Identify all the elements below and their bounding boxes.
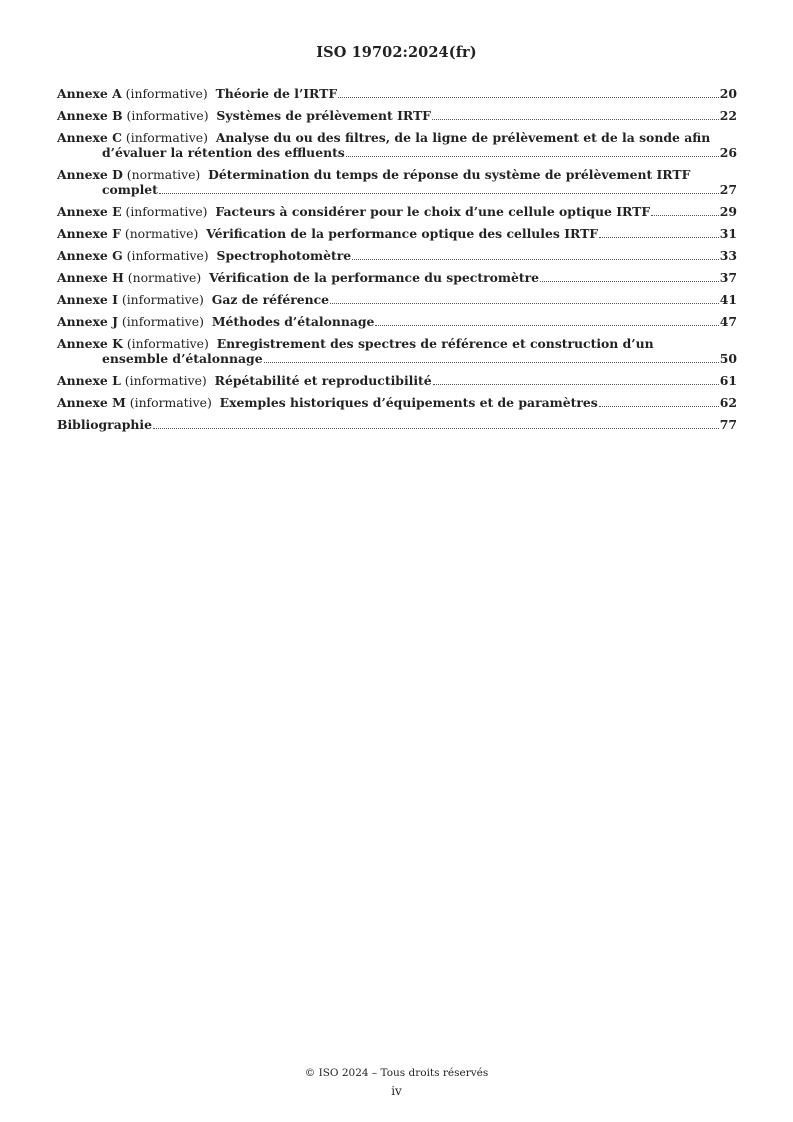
toc-entry-bibliographie[interactable] xyxy=(57,417,737,432)
toc-entry-annexe-g[interactable] xyxy=(57,248,737,263)
toc-entry-annexe-m[interactable] xyxy=(57,395,737,410)
toc-entry-page: 33 xyxy=(719,248,737,263)
toc-entry-annexe-i[interactable] xyxy=(57,292,737,307)
toc-entry-label: Annexe I xyxy=(57,292,118,307)
toc-entry-label: Annexe A xyxy=(57,86,122,101)
table-of-contents xyxy=(57,86,737,439)
toc-entry-status: (normative) xyxy=(126,167,201,182)
toc-entry-title: Analyse du ou des filtres, de la ligne de prélèvement et de la sonde afin xyxy=(215,130,711,145)
toc-entry-label: Annexe C xyxy=(57,130,122,145)
toc-entry-title-continued: complet xyxy=(102,182,158,197)
toc-entry-status: (informative) xyxy=(126,336,209,351)
dot-leader xyxy=(599,237,719,238)
toc-entry-annexe-b[interactable] xyxy=(57,108,737,123)
toc-entry-status: (normative) xyxy=(127,270,202,285)
toc-entry-status: (informative) xyxy=(121,292,204,307)
toc-entry-page: 22 xyxy=(719,108,737,123)
dot-leader xyxy=(346,156,719,157)
toc-entry-page: 27 xyxy=(719,182,737,197)
toc-entry-page: 31 xyxy=(719,226,737,241)
toc-entry-title: Spectrophotomètre xyxy=(216,248,352,263)
toc-entry-title: Méthodes d’étalonnage xyxy=(211,314,375,329)
toc-entry-title: Systèmes de prélèvement IRTF xyxy=(216,108,431,123)
toc-entry-status: (informative) xyxy=(129,395,212,410)
toc-entry-label: Annexe B xyxy=(57,108,123,123)
toc-entry-label: Annexe D xyxy=(57,167,123,182)
toc-entry-title: Exemples historiques d’équipements et de paramètres xyxy=(219,395,598,410)
toc-entry-page: 50 xyxy=(719,351,737,366)
toc-entry-annexe-k[interactable] xyxy=(57,336,737,366)
toc-entry-status: (informative) xyxy=(126,248,209,263)
toc-entry-status: (informative) xyxy=(125,204,208,219)
toc-entry-label: Annexe L xyxy=(57,373,121,388)
toc-entry-title: Théorie de l’IRTF xyxy=(215,86,338,101)
toc-entry-annexe-c[interactable] xyxy=(57,130,737,160)
toc-entry-title-continued: d’évaluer la rétention des effluents xyxy=(102,145,345,160)
toc-entry-label: Annexe F xyxy=(57,226,121,241)
toc-entry-label: Bibliographie xyxy=(57,417,153,432)
toc-entry-status: (normative) xyxy=(124,226,199,241)
dot-leader xyxy=(432,119,719,120)
toc-entry-page: 26 xyxy=(719,145,737,160)
dot-leader xyxy=(375,325,718,326)
dot-leader xyxy=(338,97,719,98)
toc-entry-annexe-j[interactable] xyxy=(57,314,737,329)
toc-entry-title: Répétabilité et reproductibilité xyxy=(214,373,432,388)
toc-entry-page: 62 xyxy=(719,395,737,410)
toc-entry-status: (informative) xyxy=(121,314,204,329)
toc-entry-status: (informative) xyxy=(125,86,208,101)
dot-leader xyxy=(264,362,719,363)
footer-page-number: iv xyxy=(391,1084,402,1098)
toc-entry-status: (informative) xyxy=(125,130,208,145)
toc-entry-title: Facteurs à considérer pour le choix d’une cellule optique IRTF xyxy=(215,204,651,219)
dot-leader xyxy=(352,259,719,260)
toc-entry-page: 20 xyxy=(719,86,737,101)
toc-entry-label: Annexe J xyxy=(57,314,118,329)
toc-entry-status: (informative) xyxy=(126,108,209,123)
dot-leader xyxy=(540,281,719,282)
dot-leader xyxy=(651,215,719,216)
toc-entry-annexe-d[interactable] xyxy=(57,167,737,197)
toc-entry-title: Enregistrement des spectres de référence et construction d’un xyxy=(216,336,654,351)
toc-entry-annexe-a[interactable] xyxy=(57,86,737,101)
dot-leader xyxy=(433,384,719,385)
dot-leader xyxy=(159,193,719,194)
toc-entry-page: 37 xyxy=(719,270,737,285)
toc-entry-label: Annexe M xyxy=(57,395,126,410)
dot-leader xyxy=(330,303,719,304)
toc-entry-annexe-f[interactable] xyxy=(57,226,737,241)
toc-entry-label: Annexe K xyxy=(57,336,123,351)
toc-entry-page: 77 xyxy=(719,417,737,432)
document-header: ISO 19702:2024(fr) xyxy=(316,44,477,61)
toc-entry-page: 41 xyxy=(719,292,737,307)
toc-entry-title: Vérification de la performance du spectromètre xyxy=(209,270,539,285)
toc-entry-title: Vérification de la performance optique des cellules IRTF xyxy=(206,226,599,241)
toc-entry-title-continued: ensemble d’étalonnage xyxy=(102,351,263,366)
toc-entry-label: Annexe G xyxy=(57,248,123,263)
footer-copyright: © ISO 2024 – Tous droits réservés xyxy=(304,1067,489,1079)
toc-entry-status: (informative) xyxy=(124,373,207,388)
dot-leader xyxy=(153,428,719,429)
toc-entry-title: Détermination du temps de réponse du système de prélèvement IRTF xyxy=(208,167,691,182)
toc-entry-label: Annexe H xyxy=(57,270,124,285)
toc-entry-page: 29 xyxy=(719,204,737,219)
toc-entry-page: 47 xyxy=(719,314,737,329)
toc-entry-annexe-h[interactable] xyxy=(57,270,737,285)
toc-entry-label: Annexe E xyxy=(57,204,122,219)
toc-entry-annexe-l[interactable] xyxy=(57,373,737,388)
toc-entry-page: 61 xyxy=(719,373,737,388)
toc-entry-annexe-e[interactable] xyxy=(57,204,737,219)
dot-leader xyxy=(599,406,719,407)
toc-entry-title: Gaz de référence xyxy=(211,292,330,307)
